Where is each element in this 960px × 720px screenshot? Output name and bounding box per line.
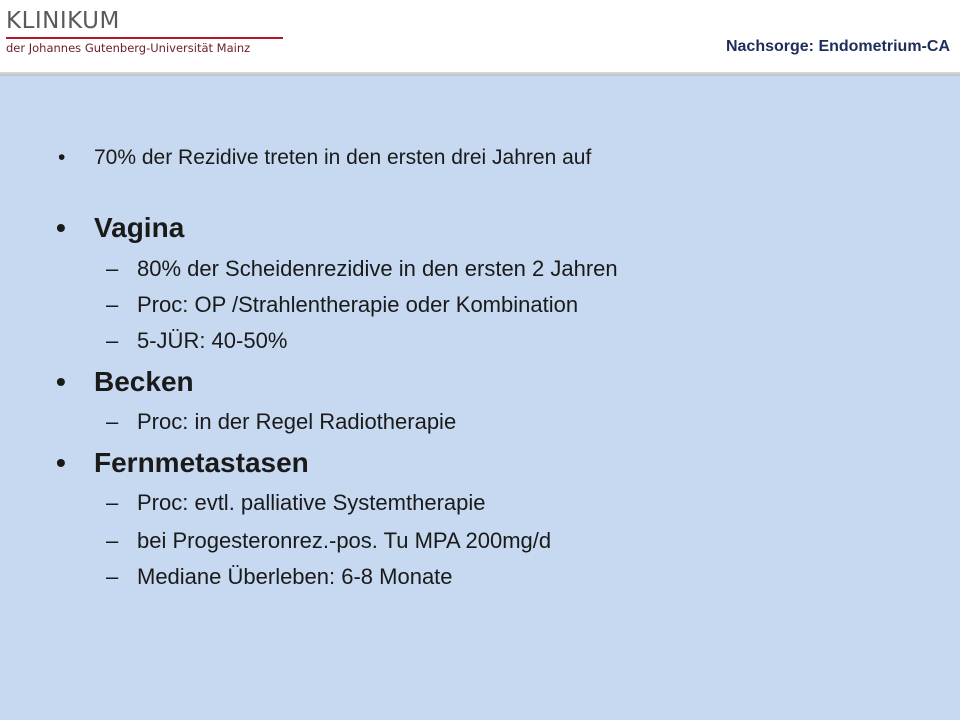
heading-fernmetastasen: Fernmetastasen: [94, 447, 309, 478]
logo-title: KLINIKUM: [6, 8, 120, 34]
heading-becken: Becken: [94, 366, 194, 397]
dash-icon: –: [106, 328, 119, 353]
bullet-icon: •: [58, 146, 66, 169]
bullet-icon: •: [56, 212, 66, 243]
intro-text: 70% der Rezidive treten in den ersten drei Jahren auf: [94, 146, 592, 169]
bullet-icon: •: [56, 447, 66, 478]
logo-subtitle: der Johannes Gutenberg-Universität Mainz: [6, 41, 251, 55]
dash-icon: –: [106, 528, 119, 553]
becken-item-1: Proc: in der Regel Radiotherapie: [137, 409, 457, 434]
fernmetastasen-item-2: bei Progesteronrez.-pos. Tu MPA 200mg/d: [137, 528, 552, 553]
vagina-item-3: 5-JÜR: 40-50%: [137, 328, 288, 353]
bullet-icon: •: [56, 366, 66, 397]
slide-title: Nachsorge: Endometrium-CA: [725, 38, 950, 55]
vagina-item-2: Proc: OP /Strahlentherapie oder Kombination: [137, 292, 579, 317]
dash-icon: –: [106, 292, 119, 317]
dash-icon: –: [106, 409, 119, 434]
fernmetastasen-item-3: Mediane Überleben: 6-8 Monate: [137, 564, 453, 589]
dash-icon: –: [106, 256, 119, 281]
fernmetastasen-item-1: Proc: evtl. palliative Systemtherapie: [137, 490, 486, 515]
dash-icon: –: [106, 490, 119, 515]
vagina-item-1: 80% der Scheidenrezidive in den ersten 2 Jahren: [137, 256, 618, 281]
dash-icon: –: [106, 564, 119, 589]
heading-vagina: Vagina: [94, 212, 185, 243]
